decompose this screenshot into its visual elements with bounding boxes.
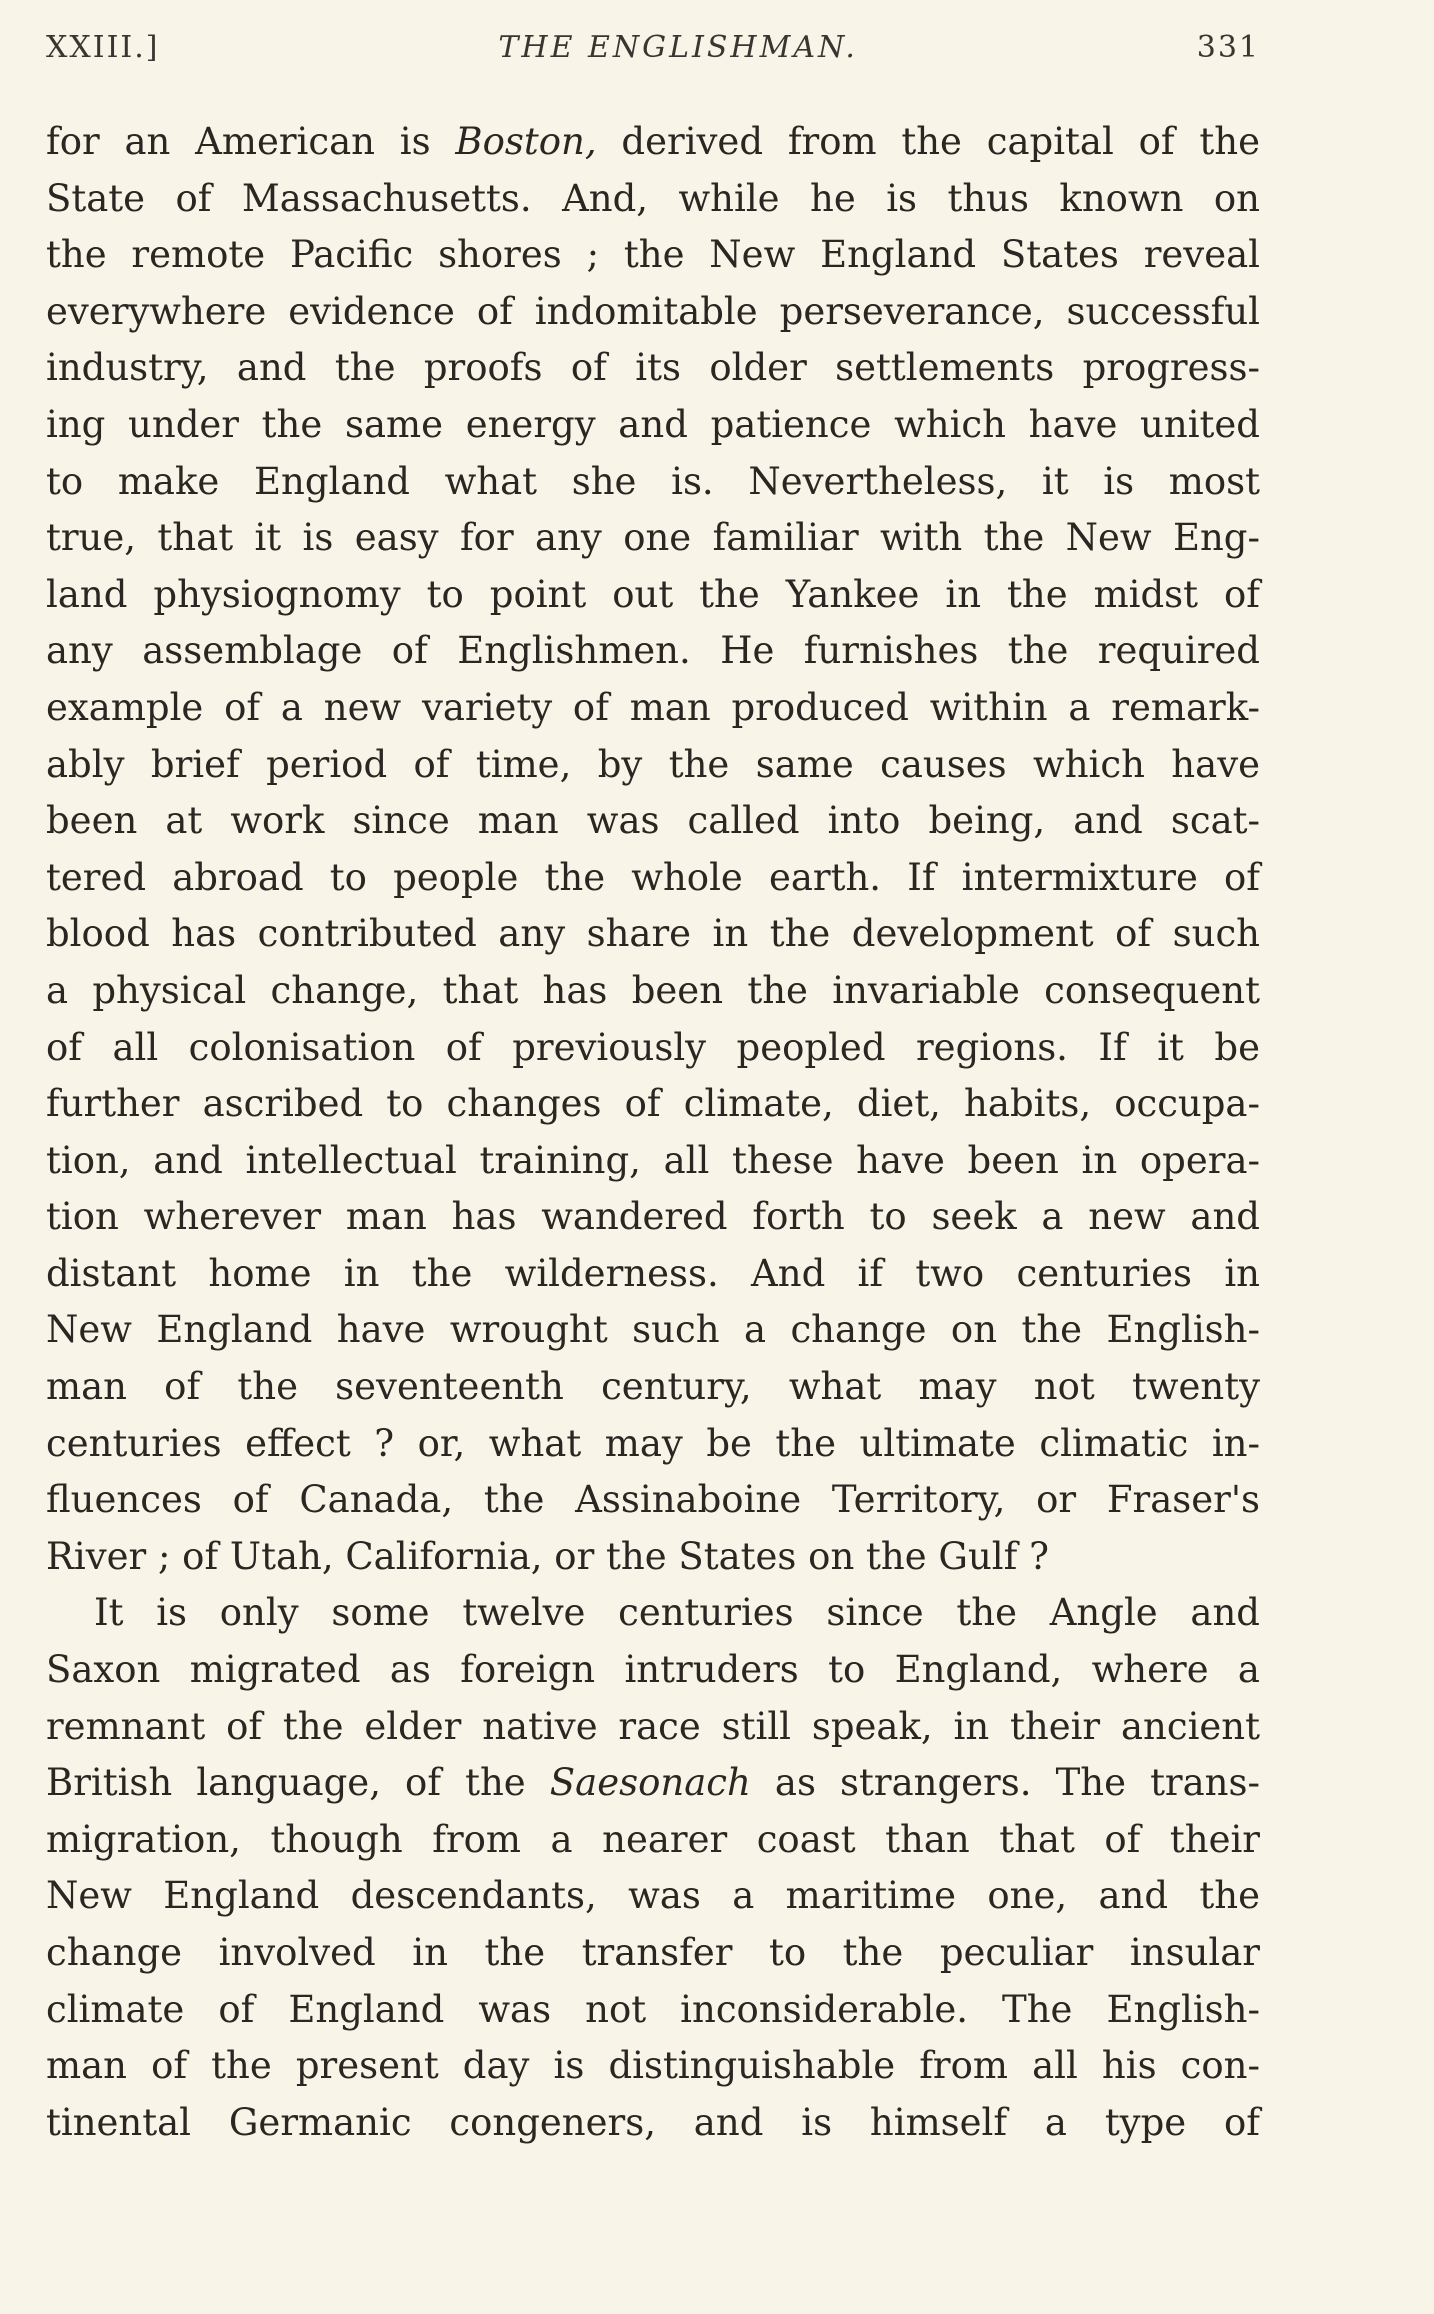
text-line — [46, 1529, 1260, 1586]
text-segment: climate of England was not inconsiderable. The English- — [46, 1987, 1260, 2031]
text-segment: It is only some twelve centuries since the Angle and — [94, 1591, 1260, 1635]
text-line — [46, 2095, 1260, 2152]
text-segment: change involved in the transfer to the peculiar insular — [46, 1931, 1260, 1974]
text-line — [46, 227, 1260, 284]
text-line — [46, 567, 1260, 624]
text-segment: distant home in the wilderness. And if two centuries in — [46, 1251, 1260, 1295]
text-segment: to make England what she is. Nevertheless, it is most — [46, 459, 1260, 503]
text-line — [46, 114, 1260, 171]
text-segment: as strangers. The trans- — [750, 1761, 1260, 1805]
text-segment: ably brief period of time, by the same causes which have — [46, 742, 1260, 786]
text-line — [46, 1982, 1260, 2039]
text-segment: industry, and the proofs of its older settlements progress- — [46, 346, 1260, 390]
text-line — [46, 510, 1260, 567]
text-line — [46, 1416, 1260, 1473]
book-page — [46, 30, 1260, 2144]
text-line — [46, 1189, 1260, 1246]
text-segment: further ascribed to changes of climate, diet, habits, occupa- — [46, 1082, 1260, 1126]
text-segment: tion, and intellectual training, all these have been in opera- — [46, 1138, 1260, 1182]
text-segment: been at work since man was called into being, and scat- — [46, 799, 1260, 843]
text-line — [46, 1925, 1260, 1982]
text-segment: blood has contributed any share in the development of such — [46, 912, 1260, 956]
text-segment: remnant of the elder native race still speak, in their ancient — [46, 1704, 1260, 1748]
text-line — [46, 737, 1260, 794]
text-segment: a physical change, that has been the invariable consequent — [46, 968, 1260, 1012]
text-line — [46, 1868, 1260, 1925]
text-line — [46, 454, 1260, 511]
text-segment: of all colonisation of previously peopled regions. If it be — [46, 1025, 1260, 1069]
text-line — [46, 963, 1260, 1020]
text-segment: tion wherever man has wandered forth to seek a new and — [46, 1195, 1260, 1239]
text-segment: tered abroad to people the whole earth. If intermixture of — [46, 855, 1260, 899]
text-segment: any assemblage of Englishmen. He furnishes the required — [46, 629, 1260, 673]
body-text — [46, 114, 1260, 2151]
text-line — [46, 340, 1260, 397]
text-segment: example of a new variety of man produced within a remark- — [46, 685, 1260, 729]
text-segment: British language, of the — [46, 1761, 550, 1805]
text-line — [46, 680, 1260, 737]
text-line — [46, 1076, 1260, 1133]
text-line — [46, 1359, 1260, 1416]
text-segment: fluences of Canada, the Assinaboine Territory, or Fraser's — [46, 1478, 1260, 1522]
text-segment: the remote Pacific shores ; the New England States reveal — [46, 233, 1260, 277]
text-segment: New England descendants, was a maritime one, and the — [46, 1874, 1260, 1918]
text-segment: State of Massachusetts. And, while he is thus known on — [46, 176, 1260, 220]
text-line — [46, 397, 1260, 454]
text-line — [46, 1642, 1260, 1699]
text-line — [46, 906, 1260, 963]
text-line — [46, 1133, 1260, 1190]
text-line — [46, 2038, 1260, 2095]
text-segment: land physiognomy to point out the Yankee in the midst of — [46, 572, 1260, 616]
text-line — [46, 1302, 1260, 1359]
text-segment: man of the present day is distinguishable from all his con- — [46, 2044, 1260, 2088]
text-line — [46, 1246, 1260, 1303]
page-number: 331 — [1196, 30, 1260, 65]
running-head — [46, 30, 1260, 78]
text-segment: for an American is — [46, 120, 456, 163]
text-line — [46, 1020, 1260, 1077]
text-segment: migration, though from a nearer coast than that of their — [46, 1817, 1260, 1861]
text-segment: centuries effect ? or, what may be the ultimate climatic in- — [46, 1421, 1260, 1465]
text-segment: man of the seventeenth century, what may not twenty — [46, 1365, 1260, 1409]
chapter-marker: XXIII.] — [46, 30, 160, 65]
text-segment: everywhere evidence of indomitable perseverance, successful — [46, 289, 1260, 333]
text-line — [46, 1472, 1260, 1529]
text-line — [46, 171, 1260, 228]
text-segment: New England have wrought such a change on the English- — [46, 1308, 1260, 1352]
text-line — [46, 1755, 1260, 1812]
text-line — [46, 1585, 1260, 1642]
text-line — [46, 623, 1260, 680]
text-segment: derived from the capital of the — [596, 120, 1260, 163]
text-segment: true, that it is easy for any one familiar with the New Eng- — [46, 516, 1260, 560]
text-segment: ing under the same energy and patience which have united — [46, 402, 1260, 446]
text-segment: tinental Germanic congeners, and is himself a type of — [46, 2100, 1260, 2144]
text-line — [46, 1812, 1260, 1869]
text-line — [46, 793, 1260, 850]
running-title: THE ENGLISHMAN. — [498, 30, 858, 65]
text-line — [46, 850, 1260, 907]
text-segment: River ; of Utah, California, or the States on the Gulf ? — [46, 1534, 1049, 1578]
text-line — [46, 1699, 1260, 1756]
text-segment: Saxon migrated as foreign intruders to England, where a — [46, 1648, 1260, 1692]
italic-text: Boston, — [455, 120, 597, 163]
italic-text: Saesonach — [549, 1761, 751, 1805]
text-line — [46, 284, 1260, 341]
